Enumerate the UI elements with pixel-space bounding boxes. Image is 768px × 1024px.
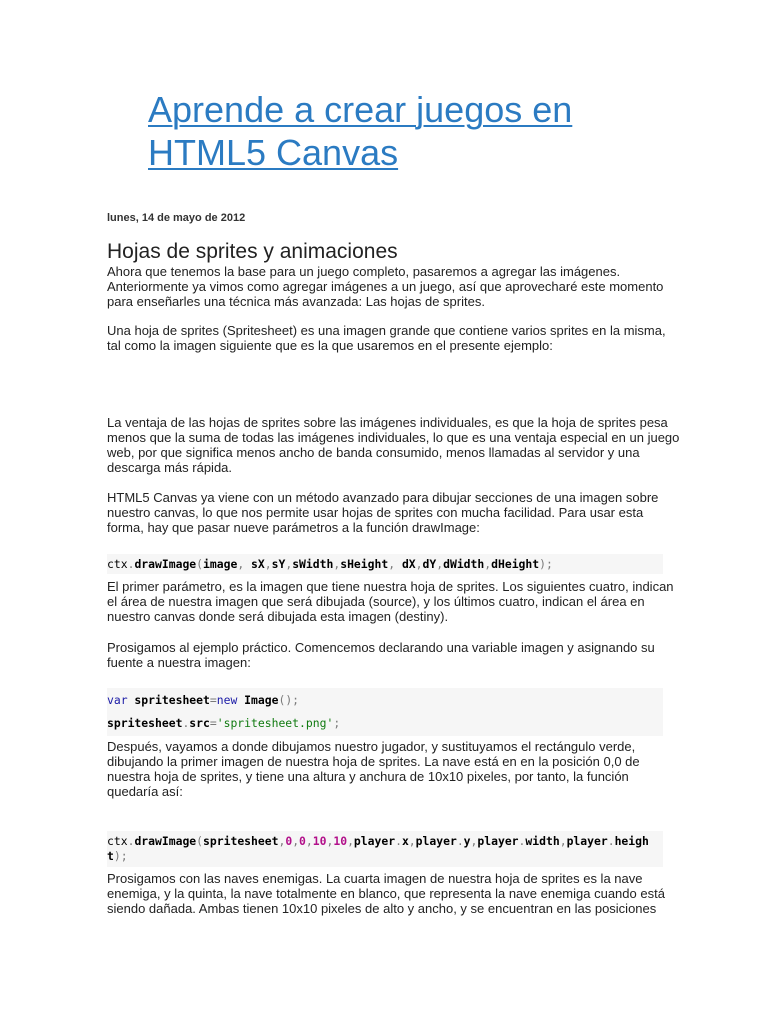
text-line: nuestro canvas donde será dibujada esta imagen (destiny).	[107, 609, 449, 624]
text-line: dibujando la primer imagen de nuestra hoja de sprites. La nave está en en la posición 0,0 de	[107, 754, 640, 769]
code-block-drawimage-signature	[107, 554, 663, 574]
text-line: el área de nuestra imagen que será dibujada (source), y los últimos cuatro, indican el área en	[107, 594, 645, 609]
paragraph-spritesheet	[107, 323, 667, 353]
text-line: La ventaja de las hojas de sprites sobre las imágenes individuales, es que la hoja de sprites pesa	[107, 415, 668, 430]
text-line: quedaría así:	[107, 784, 183, 799]
text-line: siendo dañada. Ambas tienen 10x10 pixeles de alto y ancho, y se encuentran en las posiciones	[107, 901, 657, 916]
code-block-image-declaration	[107, 688, 663, 736]
paragraph-parameters	[107, 579, 674, 624]
text-line: descarga más rápida.	[107, 460, 233, 475]
text-line: web, por que significa menos ancho de banda consumido, menos llamadas al servidor y una	[107, 445, 640, 460]
text-line: El primer parámetro, es la imagen que tiene nuestra hoja de sprites. Los siguientes cuatro, indican	[107, 579, 674, 594]
paragraph-intro	[107, 264, 667, 309]
text-line: fuente a nuestra imagen:	[107, 655, 251, 670]
code-block-player-draw	[107, 831, 663, 867]
blog-title-line-2: HTML5 Canvas	[148, 132, 399, 173]
post-date: lunes, 14 de mayo de 2012	[107, 212, 246, 224]
blog-title-link[interactable]	[148, 89, 572, 173]
text-line: para enseñarles una técnica más avanzada: Las hojas de sprites.	[107, 294, 485, 309]
paragraph-practical	[107, 640, 667, 670]
text-line: nuestro canvas, lo que nos permite usar hojas de sprites con mucha facilidad. Para usar esta	[107, 505, 644, 520]
text-line: Prosigamos al ejemplo práctico. Comencemos declarando una variable imagen y asignando su	[107, 640, 655, 655]
paragraph-enemies	[107, 871, 667, 916]
text-line: Una hoja de sprites (Spritesheet) es una imagen grande que contiene varios sprites en la misma,	[107, 323, 666, 338]
text-line: Anteriormente ya vimos como agregar imágenes a un juego, así que aprovecharé este momento	[107, 279, 664, 294]
text-line: Prosigamos con las naves enemigas. La cuarta imagen de nuestra hoja de sprites es la nave	[107, 871, 643, 886]
code-line: ctx.drawImage(spritesheet,0,0,10,10,player.x,player.y,player.width,player.height);	[107, 834, 649, 863]
paragraph-advantage	[107, 415, 680, 475]
text-line: forma, hay que pasar nueve parámetros a la función drawImage:	[107, 520, 480, 535]
text-line: menos que la suma de todas las imágenes individuales, lo que es una ventaja especial en un juego	[107, 430, 680, 445]
text-line: Ahora que tenemos la base para un juego completo, pasaremos a agregar las imágenes.	[107, 264, 621, 279]
code-line: spritesheet.src='spritesheet.png';	[107, 716, 341, 730]
code-line: ctx.drawImage(image, sX,sY,sWidth,sHeight, dX,dY,dWidth,dHeight);	[107, 557, 553, 571]
text-line: tal como la imagen siguiente que es la que usaremos en el presente ejemplo:	[107, 338, 553, 353]
post-title: Hojas de sprites y animaciones	[107, 240, 398, 263]
text-line: nuestra hoja de sprites, y tiene una altura y anchura de 10x10 pixeles, por tanto, la función	[107, 769, 629, 784]
paragraph-drawimage	[107, 490, 667, 535]
text-line: enemiga, y la quinta, la nave totalmente en blanco, que representa la nave enemiga cuando está	[107, 886, 665, 901]
paragraph-player	[107, 739, 667, 799]
blog-title	[148, 88, 668, 174]
text-line: HTML5 Canvas ya viene con un método avanzado para dibujar secciones de una imagen sobre	[107, 490, 659, 505]
code-line: var spritesheet=new Image();	[107, 693, 300, 707]
blog-title-line-1: Aprende a crear juegos en	[148, 89, 573, 130]
text-line: Después, vayamos a donde dibujamos nuestro jugador, y sustituyamos el rectángulo verde,	[107, 739, 636, 754]
